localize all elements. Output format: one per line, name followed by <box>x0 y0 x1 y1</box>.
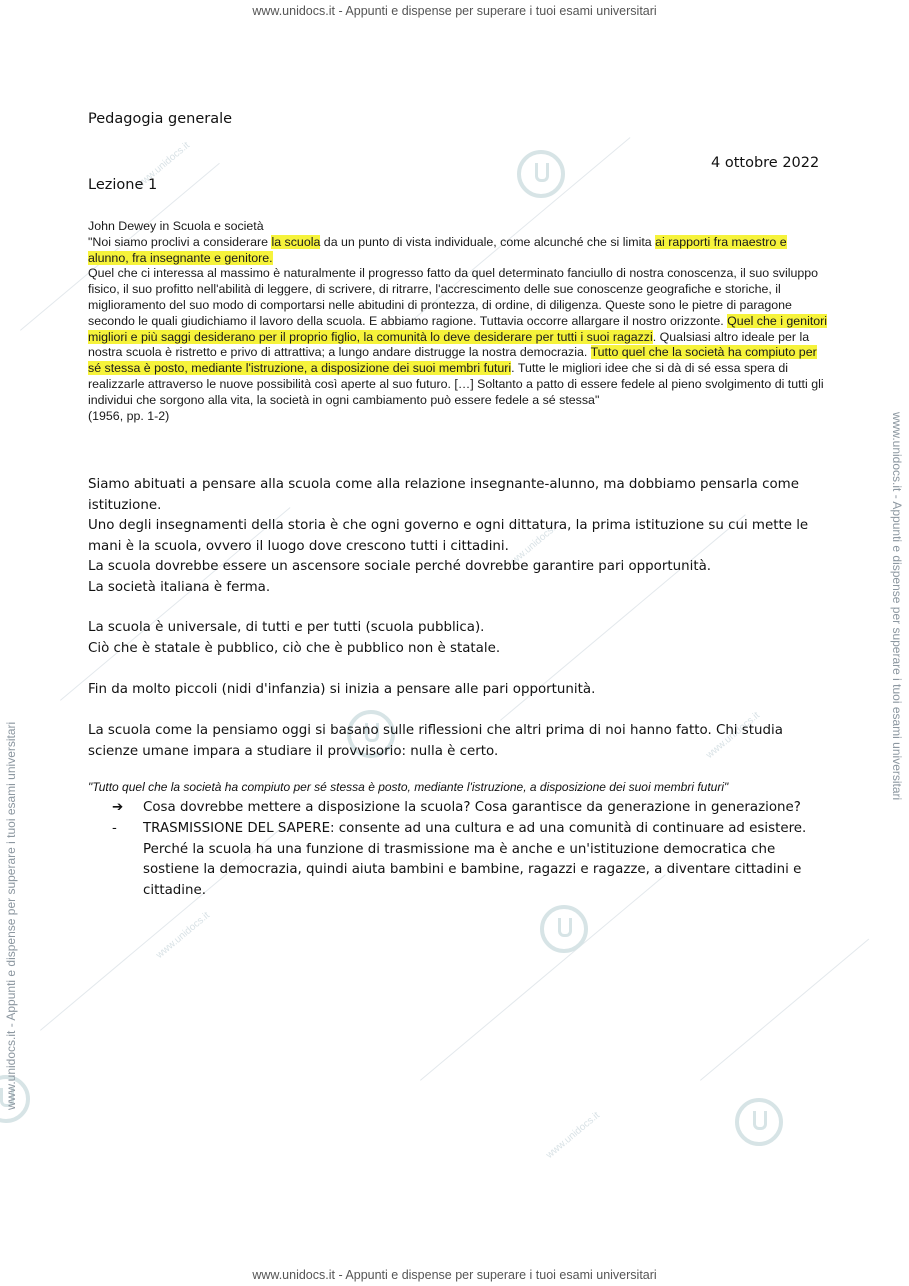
notes-block-4 <box>88 721 818 762</box>
watermark-right-margin: www.unidocs.it - Appunti e dispense per superare i tuoi esami universitari <box>890 412 904 801</box>
bullet-item <box>112 819 817 901</box>
watermark-line <box>420 874 666 1080</box>
unidocs-logo-icon <box>735 1098 783 1146</box>
quote-text: . Tutte le migliori idee che si dà di sé essa spera di realizzarle attraverso le nuove possibilità così aperte al suo futuro. […] Soltanto a patto di essere fedele al pieno svolgimento di tutti gli individui che sorgono alla vita, la società in ogni cambiamento può essere fedele a sé stessa" <box>88 361 824 407</box>
quote-text: da un punto di vista individuale, come alcunché che si limita <box>320 234 656 249</box>
paragraph: Uno degli insegnamenti della storia è che ogni governo e ogni dittatura, la prima istituzione su cui mette le mani è la scuola, ovvero il luogo dove crescono tutti i cittadini. <box>88 518 809 554</box>
dash-marker: - <box>112 821 117 836</box>
notes-block-3 <box>88 680 818 701</box>
paragraph: La scuola è universale, di tutti e per tutti (scuola pubblica). <box>88 620 485 635</box>
italic-quote: "Tutto quel che la società ha compiuto per sé stessa è posto, mediante l'istruzione, a disposizione dei suoi membri futuri" <box>88 780 729 794</box>
highlight: Tutto quel che la società ha compiuto per sé stessa è posto, mediante l'istruzione, a disposizione dei suoi membri futuri <box>88 345 817 376</box>
paragraph: Fin da molto piccoli (nidi d'infanzia) si inizia a pensare alle pari opportunità. <box>88 682 596 697</box>
paragraph: La società italiana è ferma. <box>88 579 271 595</box>
paragraph: Ciò che è statale è pubblico, ciò che è pubblico non è statale. <box>88 640 501 656</box>
paragraph: La scuola come la pensiamo oggi si basano sulle riflessioni che altri prima di noi hanno fatto. Chi studia scienze umane impara a studiare il provvisorio: nulla è certo. <box>88 723 783 759</box>
paragraph: La scuola dovrebbe essere un ascensore sociale perché dovrebbe garantire pari opportunità. <box>88 559 712 574</box>
watermark-header: www.unidocs.it - Appunti e dispense per superare i tuoi esami universitari <box>252 4 657 18</box>
bullet-text: Cosa dovrebbe mettere a disposizione la scuola? Cosa garantisce da generazione in generazione? <box>143 800 801 815</box>
watermark-line <box>700 939 869 1081</box>
notes-block-1 <box>88 475 818 598</box>
unidocs-logo-icon <box>517 150 565 198</box>
quote-citation: (1956, pp. 1-2) <box>88 408 170 423</box>
paragraph: Siamo abituati a pensare alla scuola come alla relazione insegnante-alunno, ma dobbiamo pensarla come istituzione. <box>88 477 799 513</box>
dewey-quote <box>88 219 828 424</box>
watermark-logo-text: www.unidocs.it <box>504 520 562 571</box>
notes-block-2 <box>88 618 818 659</box>
watermark-left-margin: www.unidocs.it - Appunti e dispense per superare i tuoi esami universitari <box>4 721 18 1110</box>
highlight: la scuola <box>271 234 321 249</box>
arrow-right-icon: ➔ <box>112 800 124 815</box>
quote-text: . Qualsiasi altro ideale per la nostra scuola è ristretto e privo di attrattiva; a lungo andare distrugge la nostra democrazia. <box>88 329 810 360</box>
quote-text: "Noi siamo proclivi a considerare <box>88 234 272 249</box>
quote-paragraph-2 <box>88 266 828 408</box>
quote-text: Quel che ci interessa al massimo è naturalmente il progresso fatto da quel determinato fanciullo di nostra conoscenza, il suo sviluppo fisico, il suo profitto nell'abilità di leggere, di scrivere, di ritrarre, l'accrescimento delle sue conoscenze geografiche e storiche, il miglioramento del suo modo di comportarsi nelle abitudini di prontezza, di ordine, di diligenza. Queste sono le pietre di paragone secondo le quali giudichiamo il lavoro della scuola. E abbiamo ragione. Tuttavia occorre allargare il nostro orizzonte. <box>88 266 819 328</box>
watermark-logo-text: www.unidocs.it <box>134 140 192 191</box>
unidocs-logo-icon <box>540 905 588 953</box>
highlight: ai rapporti fra maestro e alunno, fra insegnante e genitore. <box>88 234 787 265</box>
watermark-logo-text: www.unidocs.it <box>544 1110 602 1161</box>
lesson-date: 4 ottobre 2022 <box>711 155 820 171</box>
quote-author-line: John Dewey in Scuola e società <box>88 219 264 233</box>
bullet-text: TRASMISSIONE DEL SAPERE: consente ad una cultura e ad una comunità di continuare ad esistere. Perché la scuola ha una funzione di trasmissione ma è anche e un'istituzione democratica che sostiene la democrazia, quindi aiuta bambini e bambine, ragazzi e ragazze, a diventare cittadini e cittadine. <box>143 821 807 898</box>
lesson-heading: Lezione 1 <box>88 177 158 193</box>
bullet-item <box>112 798 817 819</box>
watermark-logo-text: www.unidocs.it <box>704 710 762 761</box>
highlight: Quel che i genitori migliori e più saggi desiderano per il proprio figlio, la comunità lo deve desiderare per tutti i suoi ragazzi <box>88 313 828 344</box>
quote-paragraph-1 <box>88 235 828 267</box>
course-title: Pedagogia generale <box>88 111 233 127</box>
watermark-footer: www.unidocs.it - Appunti e dispense per superare i tuoi esami universitari <box>252 1268 657 1282</box>
watermark-logo-text: www.unidocs.it <box>154 910 212 961</box>
